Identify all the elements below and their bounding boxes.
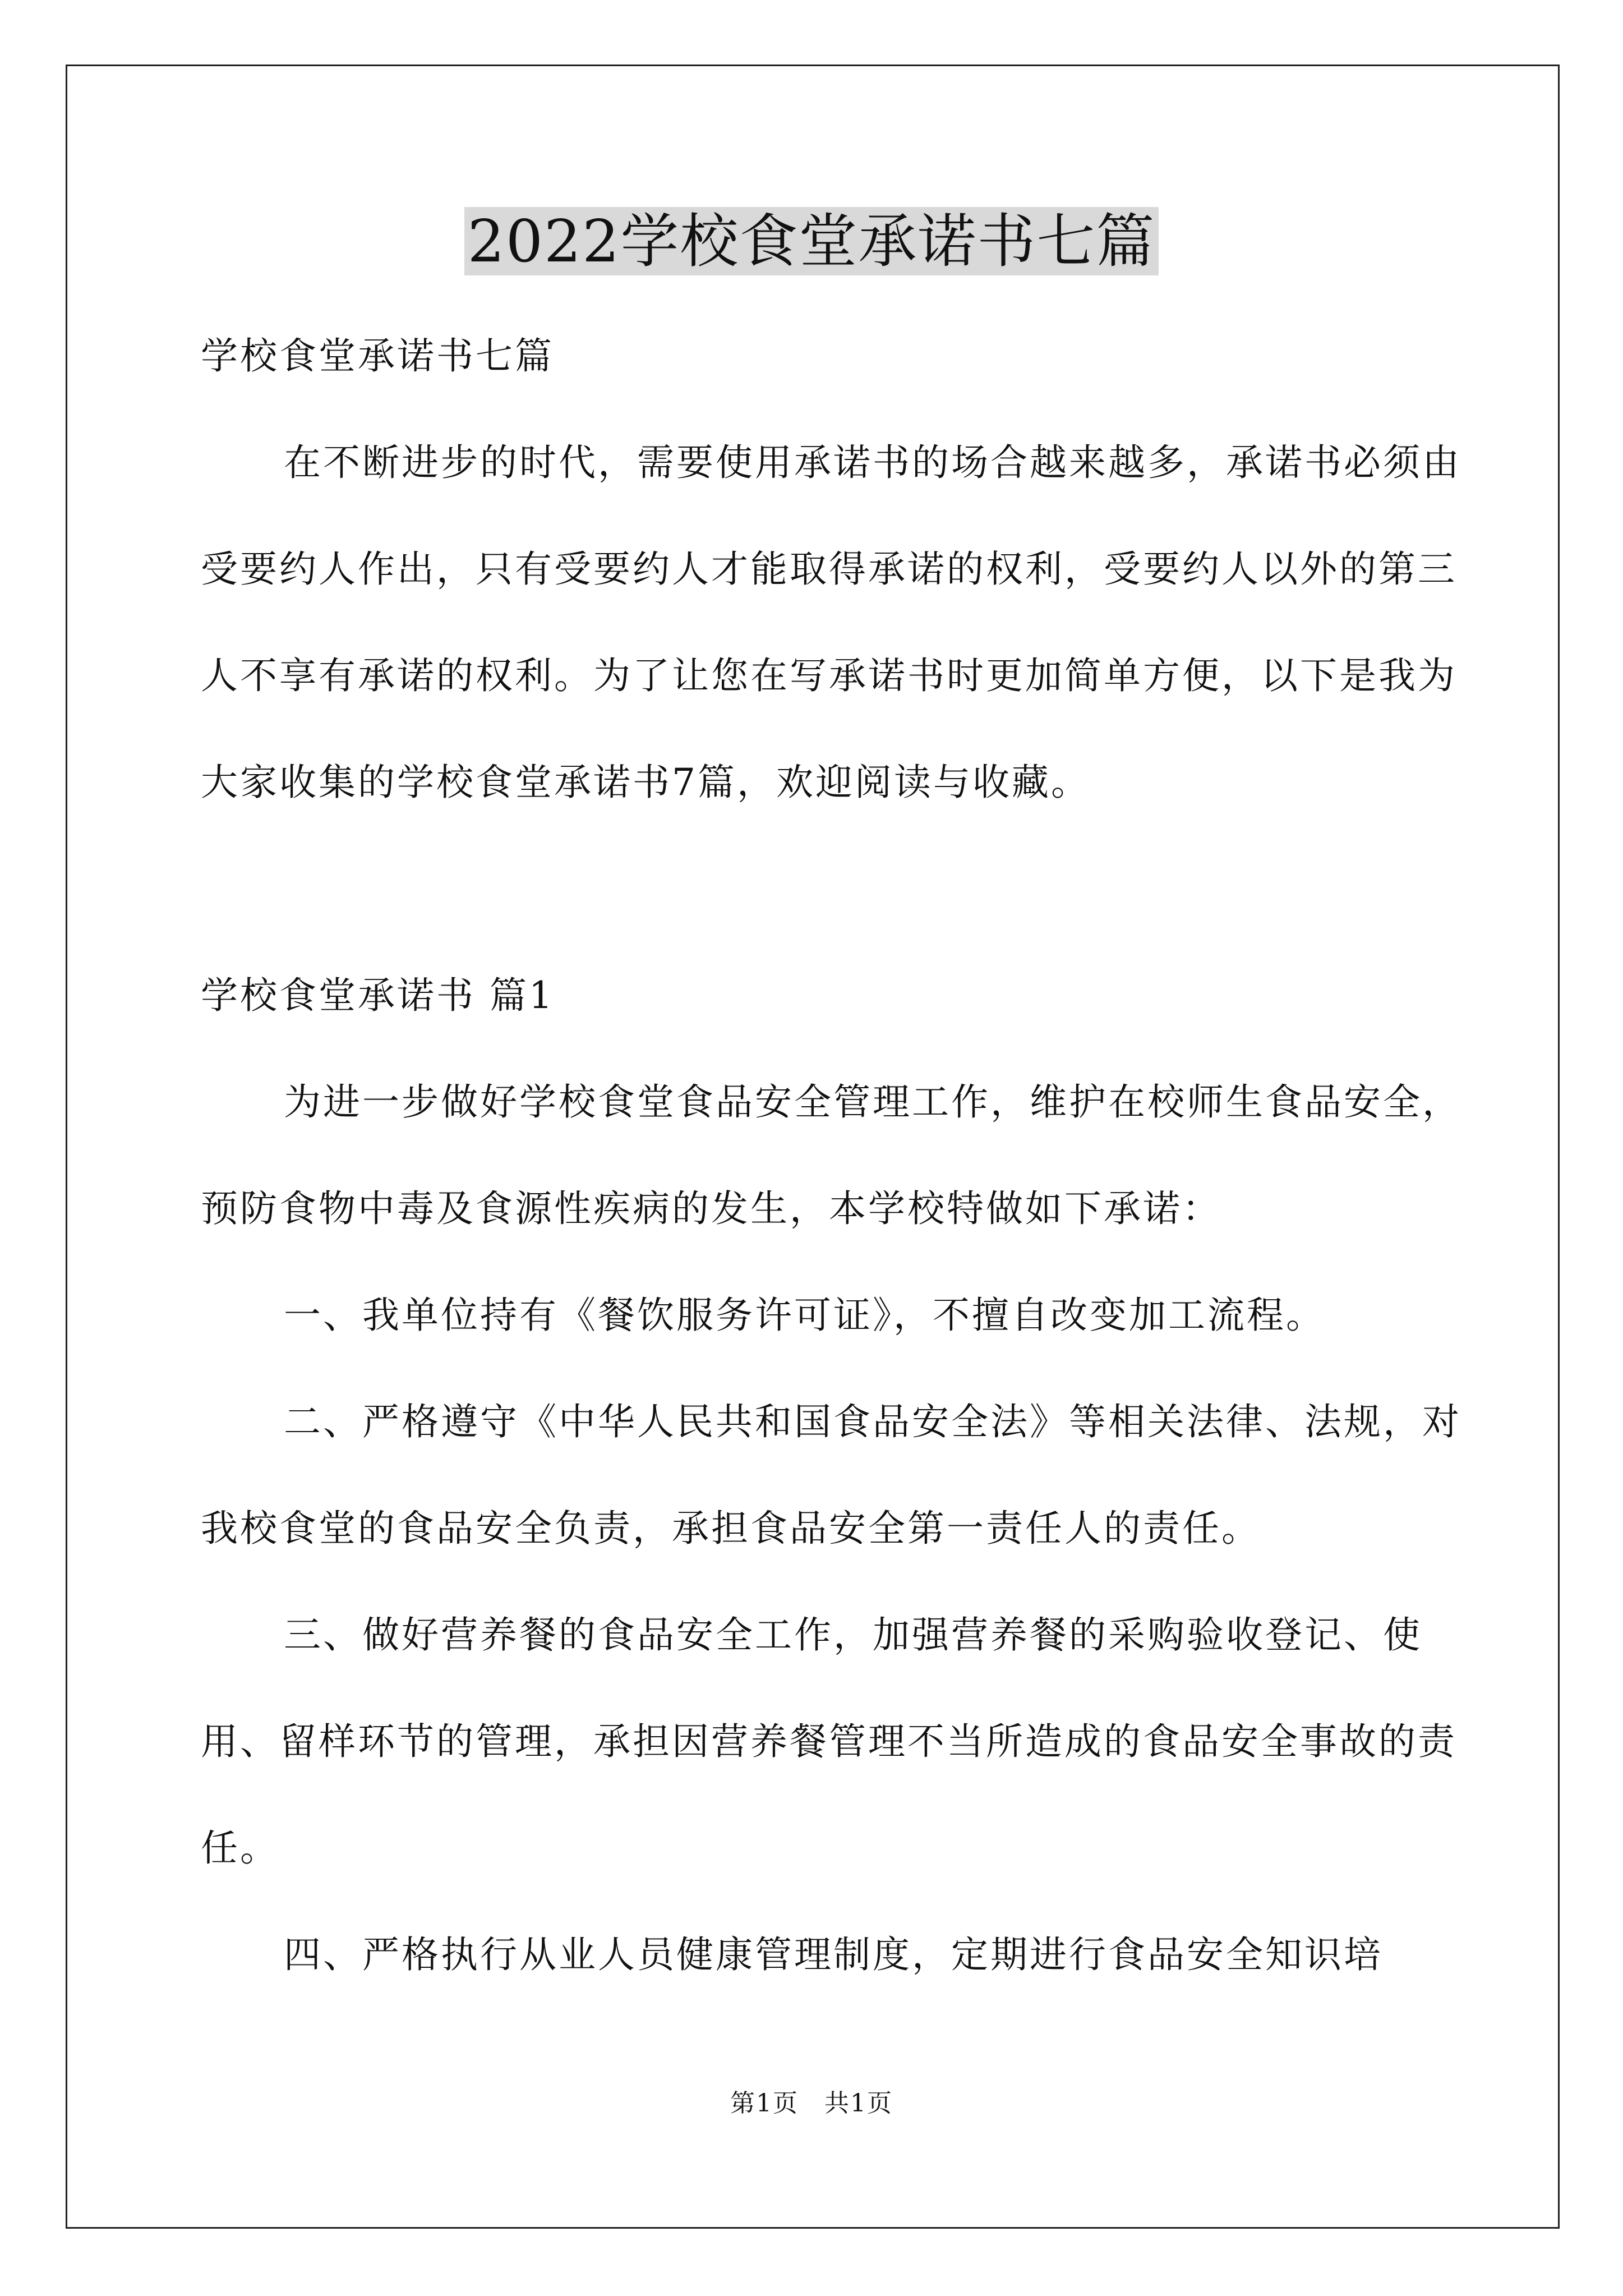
body-paragraph: 三、做好营养餐的食品安全工作，加强营养餐的采购验收登记、使用、留样环节的管理，承担因营养餐管理不当所造成的食品安全事故的责任。 [201, 1613, 1457, 1870]
intro-paragraph: 在不断进步的时代，需要使用承诺书的场合越来越多，承诺书必须由受要约人作出，只有受要约人才能取得承诺的权利，受要约人以外的第三人不享有承诺的权利。为了让您在写承诺书时更加简单方便，以下是我为大家收集的学校食堂承诺书7篇，欢迎阅读与收藏。 [201, 441, 1461, 804]
body-paragraph: 四、严格执行从业人员健康管理制度，定期进行食品安全知识培 [284, 1933, 1383, 1976]
document-body [201, 303, 1461, 2008]
body-paragraph: 二、严格遵守《中华人民共和国食品安全法》等相关法律、法规，对我校食堂的食品安全负责，承担食品安全第一责任人的责任。 [201, 1400, 1461, 1550]
subtitle: 学校食堂承诺书七篇 [201, 334, 554, 378]
body-paragraph: 为进一步做好学校食堂食品安全管理工作，维护在校师生食品安全，预防食物中毒及食源性疾病的发生，本学校特做如下承诺： [201, 1080, 1461, 1230]
page-footer: 第1页 共1页 [730, 2089, 893, 2118]
section-heading: 学校食堂承诺书 篇1 [201, 974, 555, 1017]
document-title [0, 199, 1623, 283]
title-text: 2022学校食堂承诺书七篇 [464, 207, 1159, 275]
body-paragraph: 一、我单位持有《餐饮服务许可证》，不擅自改变加工流程。 [284, 1294, 1325, 1337]
